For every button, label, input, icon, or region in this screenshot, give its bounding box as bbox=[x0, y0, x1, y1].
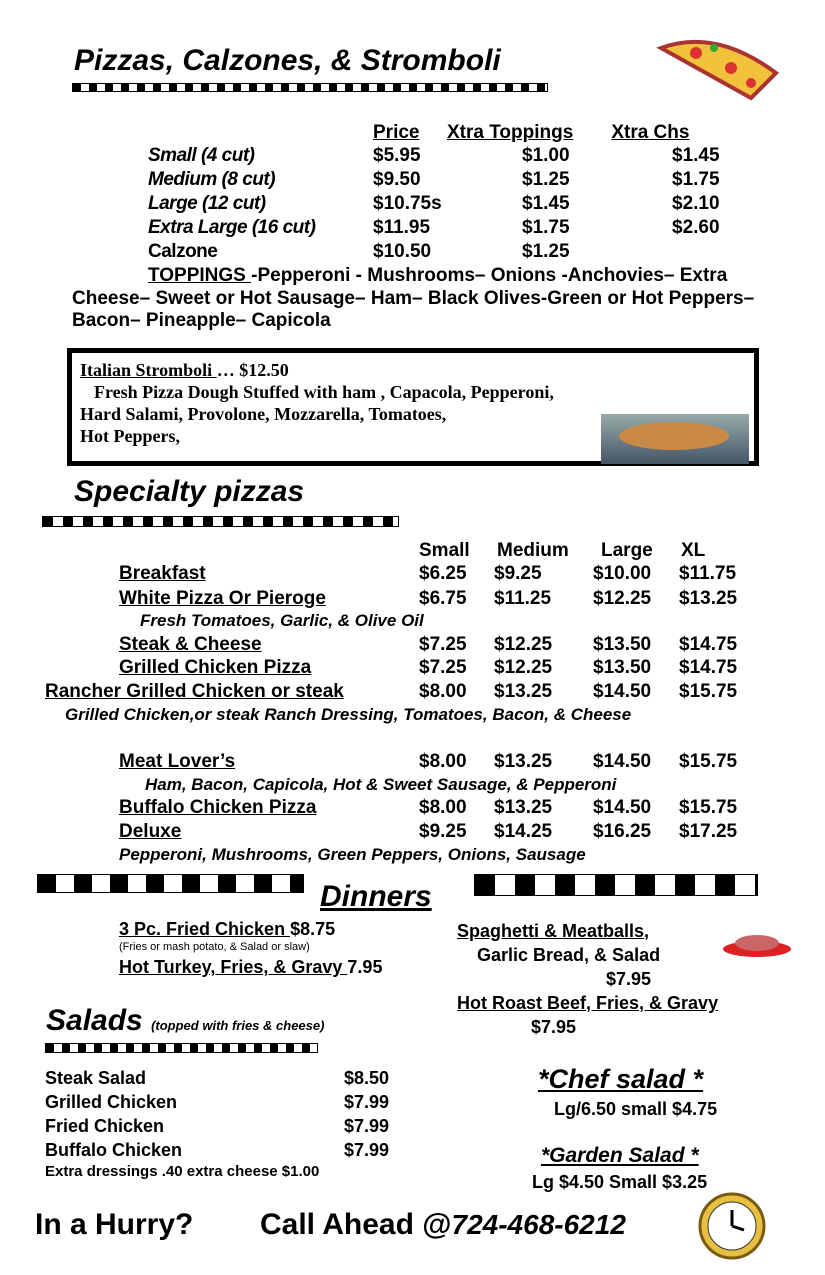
specialty-title: Specialty pizzas bbox=[74, 475, 305, 508]
dinner-desc: Garlic Bread, & Salad bbox=[477, 945, 661, 965]
dinner-turkey bbox=[119, 957, 382, 978]
col-xtra-chs: Xtra Chs bbox=[611, 122, 690, 143]
specialty-price: $7.25 bbox=[419, 657, 467, 678]
chef-salad-price: Lg/6.50 small $4.75 bbox=[554, 1099, 718, 1119]
stromboli-desc: Hard Salami, Provolone, Mozzarella, Tomatoes, bbox=[80, 404, 447, 424]
pizza-size: Extra Large (16 cut) bbox=[148, 217, 316, 238]
specialty-price: $11.75 bbox=[679, 563, 737, 584]
pizza-slice-icon bbox=[656, 28, 781, 103]
salad-name: Fried Chicken bbox=[45, 1116, 165, 1136]
specialty-price: $16.25 bbox=[593, 821, 652, 842]
size-header: XL bbox=[681, 540, 706, 561]
specialty-price: $8.00 bbox=[419, 751, 467, 772]
specialty-price: $14.25 bbox=[494, 821, 553, 842]
spaghetti-plate-icon bbox=[720, 925, 795, 965]
size-header: Medium bbox=[497, 540, 569, 561]
clock-icon bbox=[690, 1178, 780, 1263]
specialty-price: $17.25 bbox=[679, 821, 738, 842]
stromboli-desc: Fresh Pizza Dough Stuffed with ham , Capacola, Pepperoni, bbox=[94, 382, 554, 402]
col-xtra-toppings bbox=[447, 122, 715, 144]
stromboli-title bbox=[80, 360, 289, 381]
specialty-price: $15.75 bbox=[679, 751, 738, 772]
specialty-desc: Ham, Bacon, Capicola, Hot & Sweet Sausage, & Pepperoni bbox=[145, 775, 617, 794]
xtra-cheese-price: $2.60 bbox=[672, 217, 720, 238]
pizza-size: Large (12 cut) bbox=[148, 193, 266, 214]
pizza-size: Small (4 cut) bbox=[148, 145, 255, 166]
dinner-price: $8.75 bbox=[290, 919, 336, 939]
toppings-label: TOPPINGS bbox=[148, 265, 252, 286]
specialty-price: $9.25 bbox=[419, 821, 467, 842]
salad-name: Buffalo Chicken bbox=[45, 1140, 183, 1160]
specialty-price: $13.50 bbox=[593, 634, 652, 655]
xtra-toppings-price: $1.75 bbox=[522, 217, 570, 238]
specialty-price: $13.25 bbox=[494, 797, 553, 818]
dinner-name: 3 Pc. Fried Chicken bbox=[119, 919, 291, 939]
specialty-price: $6.25 bbox=[419, 563, 467, 584]
checkered-divider bbox=[72, 83, 548, 92]
specialty-price: $14.75 bbox=[679, 657, 738, 678]
stromboli-price: … $12.50 bbox=[216, 360, 289, 380]
specialty-price: $14.50 bbox=[593, 681, 652, 702]
specialty-name: Steak & Cheese bbox=[119, 634, 262, 655]
salads-title bbox=[46, 1004, 324, 1038]
stromboli-desc: Hot Peppers, bbox=[80, 426, 180, 446]
pizza-price: $10.75s bbox=[373, 193, 442, 214]
xtra-toppings-price: $1.25 bbox=[522, 241, 570, 262]
dinner-name: Hot Roast Beef, Fries, & Gravy bbox=[457, 993, 719, 1013]
specialty-price: $7.25 bbox=[419, 634, 467, 655]
dinner-price: 7.95 bbox=[347, 957, 383, 977]
specialty-name: Rancher Grilled Chicken or steak bbox=[45, 681, 344, 702]
salad-price: $7.99 bbox=[344, 1092, 390, 1112]
dinner-price: $7.95 bbox=[531, 1017, 577, 1037]
dinners-title: Dinners bbox=[320, 880, 432, 913]
specialty-price: $14.75 bbox=[679, 634, 738, 655]
pizza-price: $5.95 bbox=[373, 145, 421, 166]
xtra-toppings-price: $1.45 bbox=[522, 193, 570, 214]
chef-salad-title: *Chef salad * bbox=[538, 1064, 704, 1094]
specialty-name: Deluxe bbox=[119, 821, 182, 842]
size-header: Large bbox=[601, 540, 653, 561]
specialty-name: Buffalo Chicken Pizza bbox=[119, 797, 317, 818]
specialty-price: $13.25 bbox=[494, 681, 553, 702]
specialty-price: $9.25 bbox=[494, 563, 542, 584]
pizza-size: Calzone bbox=[148, 241, 218, 262]
specialty-name: White Pizza Or Pieroge bbox=[119, 588, 326, 609]
specialty-name: Meat Lover’s bbox=[119, 751, 236, 772]
footer-call bbox=[260, 1208, 626, 1242]
xtra-cheese-price: $1.45 bbox=[672, 145, 720, 166]
specialty-price: $15.75 bbox=[679, 797, 738, 818]
stromboli-name: Italian Stromboli bbox=[80, 360, 217, 380]
specialty-desc: Grilled Chicken,or steak Ranch Dressing, Tomatoes, Bacon, & Cheese bbox=[65, 705, 632, 724]
specialty-desc: Fresh Tomatoes, Garlic, & Olive Oil bbox=[140, 611, 424, 630]
xtra-cheese-price: $1.75 bbox=[672, 169, 720, 190]
pizza-price: $11.95 bbox=[373, 217, 431, 238]
salad-price: $8.50 bbox=[344, 1068, 390, 1088]
dinner-note: (Fries or mash potato, & Salad or slaw) bbox=[119, 941, 310, 953]
specialty-price: $11.25 bbox=[494, 588, 552, 609]
xtra-toppings-price: $1.00 bbox=[522, 145, 570, 166]
checkered-divider bbox=[42, 516, 399, 527]
dinner-price: $7.95 bbox=[606, 969, 652, 989]
specialty-price: $13.50 bbox=[593, 657, 652, 678]
toppings-text: Bacon– Pineapple– Capicola bbox=[72, 310, 331, 331]
checkered-divider bbox=[474, 874, 758, 896]
salad-name: Steak Salad bbox=[45, 1068, 147, 1088]
pizza-price: $10.50 bbox=[373, 241, 432, 262]
specialty-price: $12.25 bbox=[494, 657, 553, 678]
specialty-price: $15.75 bbox=[679, 681, 738, 702]
specialty-price: $10.00 bbox=[593, 563, 652, 584]
salad-price: $7.99 bbox=[344, 1140, 390, 1160]
specialty-price: $14.50 bbox=[593, 797, 652, 818]
checkered-divider bbox=[45, 1043, 318, 1053]
checkered-divider bbox=[37, 874, 304, 893]
footer-hurry: In a Hurry? bbox=[35, 1208, 194, 1241]
dinner-chicken bbox=[119, 919, 335, 940]
toppings-text: -Pepperoni - Mushrooms– Onions -Anchovies– Extra bbox=[251, 265, 728, 286]
dinner-name: Spaghetti & Meatballs, bbox=[457, 921, 650, 941]
salad-price: $7.99 bbox=[344, 1116, 390, 1136]
specialty-price: $13.25 bbox=[494, 751, 553, 772]
garden-salad-title: *Garden Salad * bbox=[541, 1144, 699, 1167]
pizza-price: $9.50 bbox=[373, 169, 421, 190]
specialty-price: $8.00 bbox=[419, 681, 467, 702]
salad-name: Grilled Chicken bbox=[45, 1092, 178, 1112]
specialty-price: $8.00 bbox=[419, 797, 467, 818]
salads-subtitle: (topped with fries & cheese) bbox=[151, 1018, 325, 1033]
call-ahead: Call Ahead @ bbox=[260, 1208, 452, 1241]
size-header: Small bbox=[419, 540, 470, 561]
col-price: Price bbox=[373, 122, 420, 143]
toppings-text: Cheese– Sweet or Hot Sausage– Ham– Black Olives-Green or Hot Peppers– bbox=[72, 288, 755, 309]
header-label: Xtra Toppings bbox=[447, 122, 574, 143]
salads-label: Salads bbox=[46, 1004, 143, 1037]
salad-extras: Extra dressings .40 extra cheese $1.00 bbox=[45, 1163, 320, 1180]
garden-salad-price: Lg $4.50 Small $3.25 bbox=[532, 1172, 708, 1192]
specialty-price: $13.25 bbox=[679, 588, 738, 609]
specialty-desc: Pepperoni, Mushrooms, Green Peppers, Onions, Sausage bbox=[119, 845, 586, 864]
toppings-line bbox=[148, 265, 727, 287]
specialty-name: Breakfast bbox=[119, 563, 206, 584]
specialty-price: $14.50 bbox=[593, 751, 652, 772]
xtra-toppings-price: $1.25 bbox=[522, 169, 570, 190]
xtra-cheese-price: $2.10 bbox=[672, 193, 720, 214]
specialty-price: $12.25 bbox=[593, 588, 652, 609]
specialty-price: $6.75 bbox=[419, 588, 467, 609]
pizza-size: Medium (8 cut) bbox=[148, 169, 276, 190]
stromboli-photo bbox=[601, 414, 749, 464]
phone-number: 724-468-6212 bbox=[451, 1209, 626, 1240]
specialty-price: $12.25 bbox=[494, 634, 553, 655]
specialty-name: Grilled Chicken Pizza bbox=[119, 657, 312, 678]
pizzas-title: Pizzas, Calzones, & Stromboli bbox=[74, 44, 501, 77]
dinner-name: Hot Turkey, Fries, & Gravy bbox=[119, 957, 348, 977]
